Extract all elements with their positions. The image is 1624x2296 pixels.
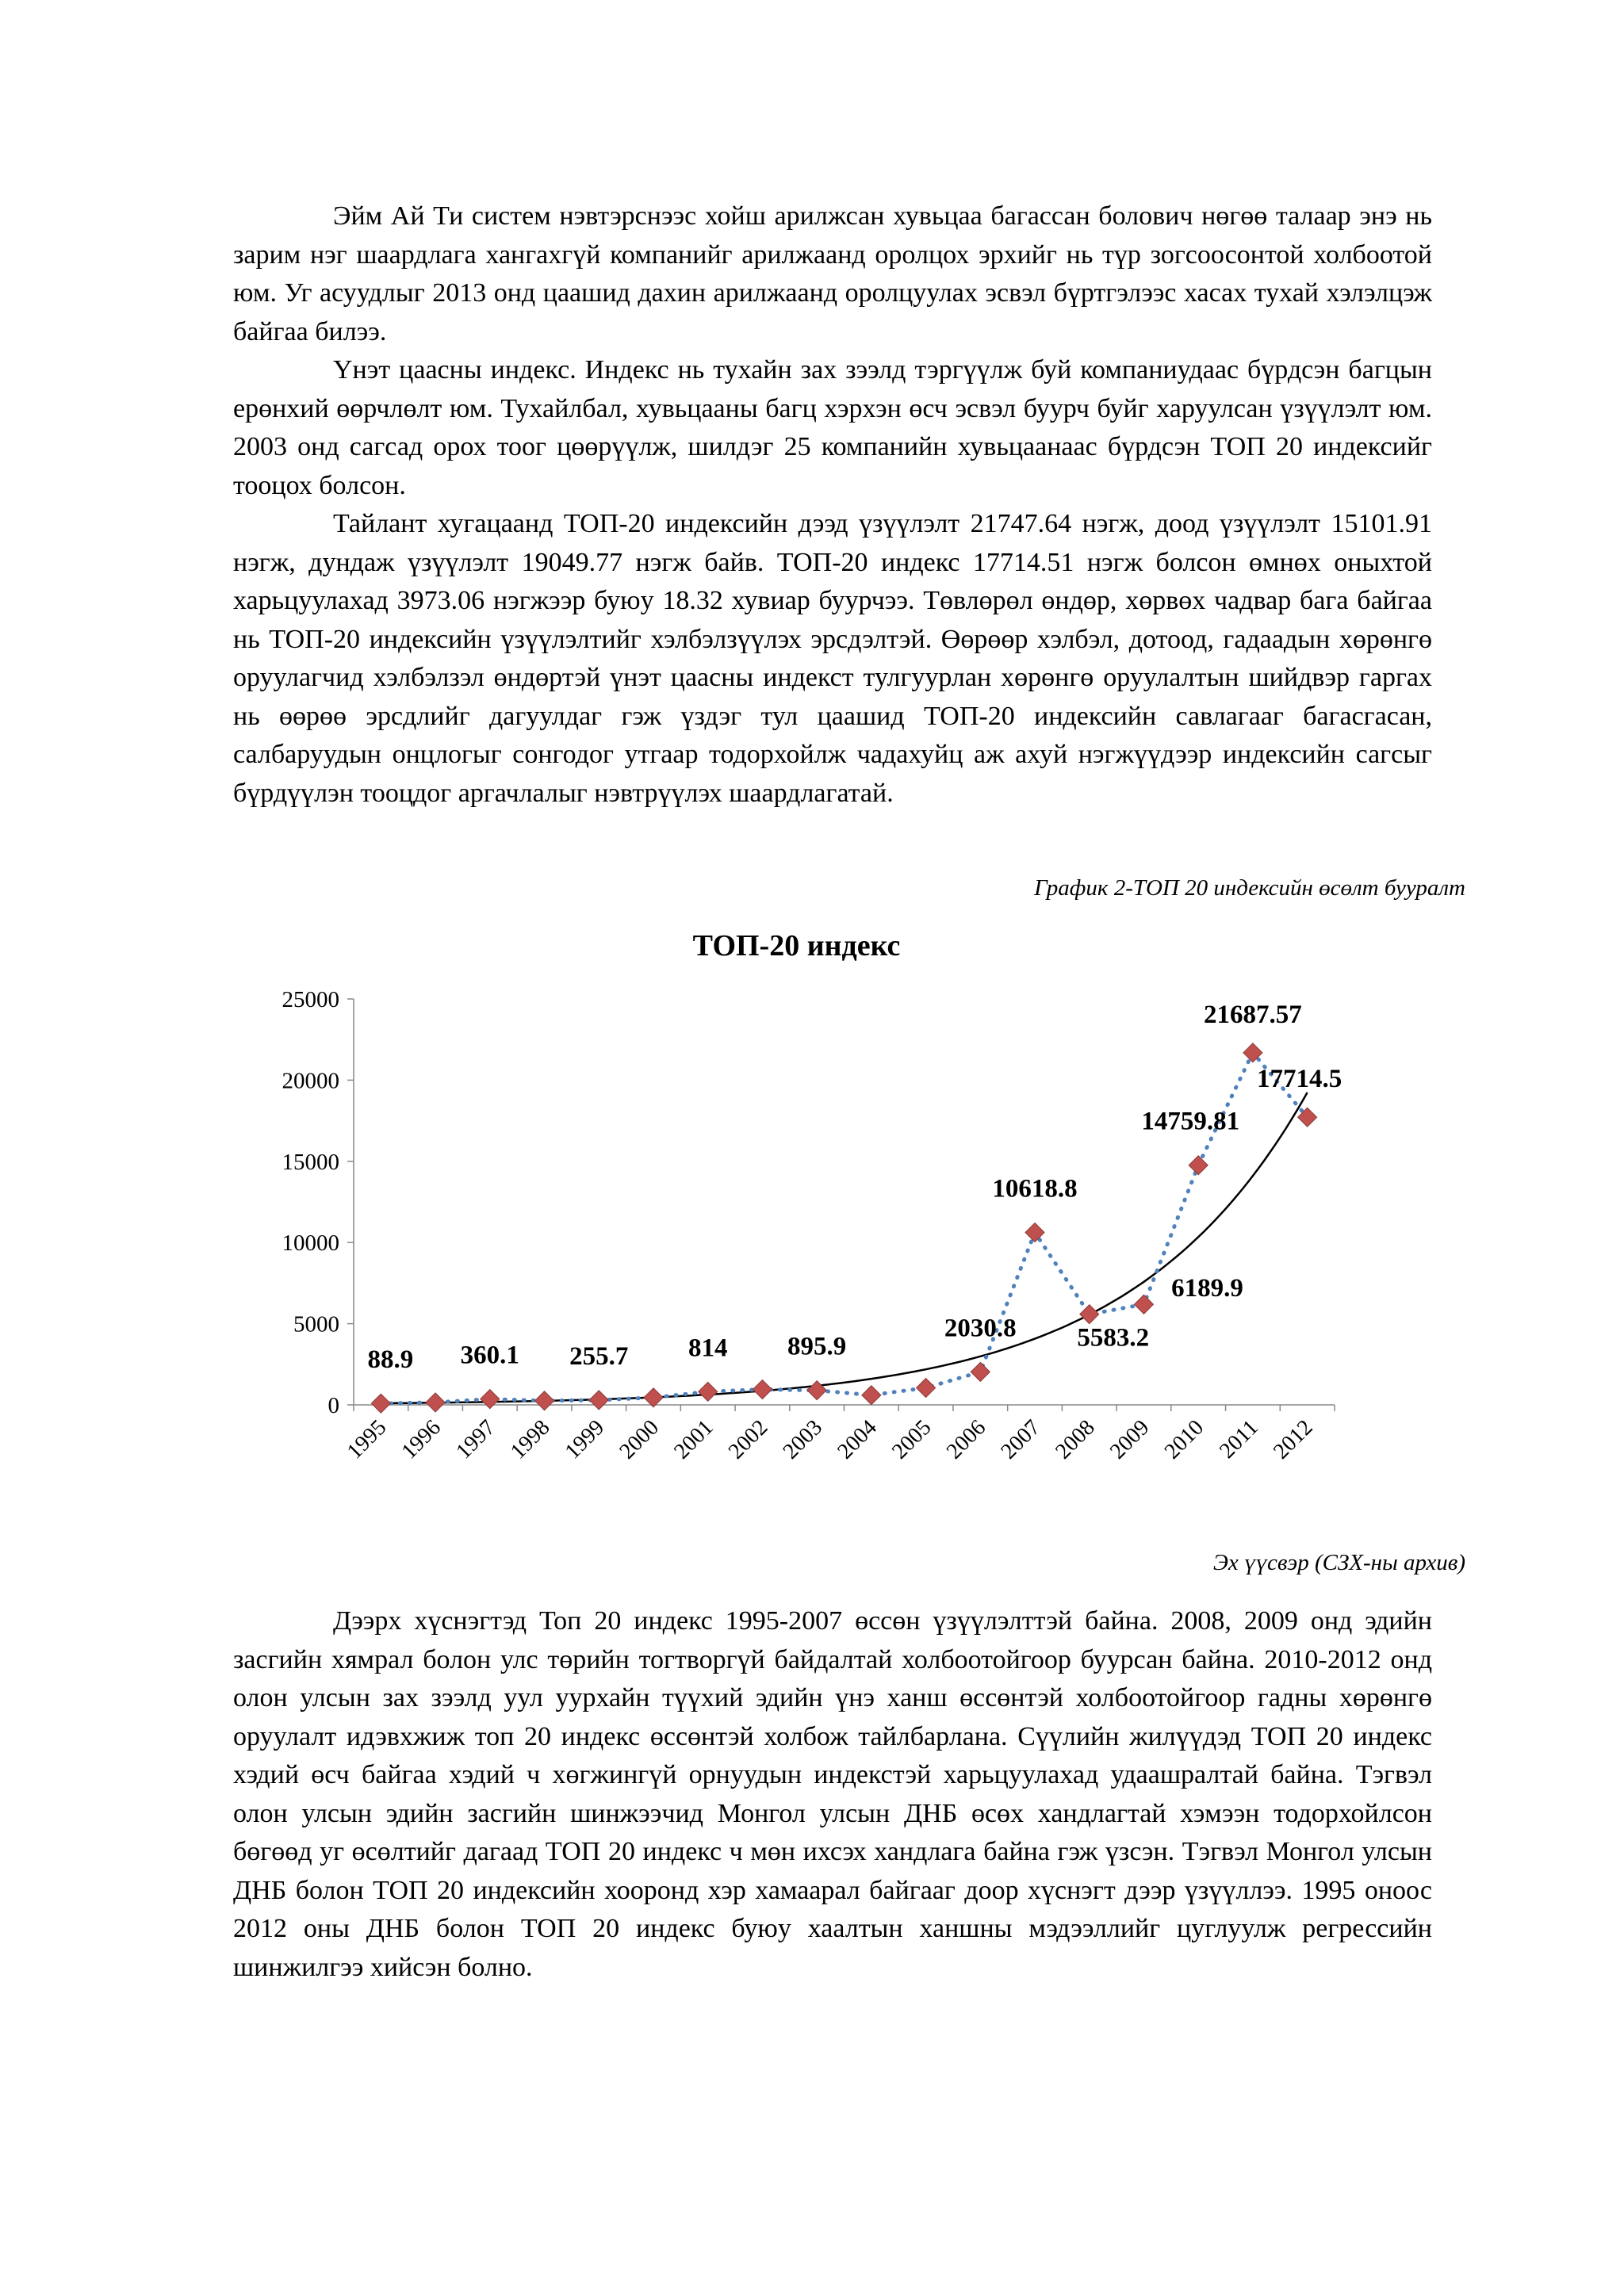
y-tick-label: 20000 (282, 1068, 339, 1094)
y-tick-label: 15000 (282, 1149, 339, 1175)
data-label: 10618.8 (992, 1174, 1078, 1203)
body-text-bottom (233, 1602, 1432, 1987)
data-label: 360.1 (460, 1341, 519, 1370)
data-label: 14759.81 (1141, 1107, 1240, 1136)
x-tick-label: 2005 (887, 1415, 936, 1464)
x-tick-label: 1995 (342, 1415, 392, 1464)
data-label: 5583.2 (1077, 1323, 1150, 1353)
data-label: 6189.9 (1171, 1274, 1243, 1303)
data-point (807, 1381, 826, 1400)
data-point (753, 1380, 772, 1399)
data-point (1189, 1156, 1208, 1175)
source-caption: Эх үүсвэр (СЗХ-ны архив) (1212, 1550, 1465, 1575)
x-tick-label: 2008 (1051, 1415, 1100, 1464)
x-tick-label: 2007 (996, 1415, 1045, 1464)
data-point (426, 1393, 445, 1412)
data-point (699, 1382, 718, 1401)
x-tick-label: 2009 (1105, 1415, 1155, 1464)
x-tick-label: 2002 (723, 1415, 773, 1464)
x-tick-label: 2001 (669, 1415, 718, 1464)
x-tick-label: 1998 (505, 1415, 555, 1464)
data-point (371, 1394, 390, 1413)
paragraph-1: Эйм Ай Ти систем нэвтэрснээс хойш арилжсан хувьцаа багассан болович нөгөө талаар энэ нь зарим нэг шаардлага хангахгүй компанийг арилжаанд оролцох эрхийг нь түр зогсоосонтой холбоотой юм. Уг асуудлыг 2013 онд цаашид дахин арилжаанд оролцуулах эсвэл бүртгэлээс хасах тухай хэлэлцэж байгаа билээ. (233, 201, 1432, 346)
y-tick-label: 0 (327, 1393, 339, 1418)
paragraph-3: Тайлант хугацаанд ТОП-20 индексийн дээд үзүүлэлт 21747.64 нэгж, доод үзүүлэлт 15101.91 нэгж, дундаж үзүүлэлт 19049.77 нэгж байв. ТОП-20 индекс 17714.51 нэгж болсон өмнөх оныхтой харьцуулахад 3973.06 нэгжээр буюу 18.32 хувиар буурчээ. Төвлөрөл өндөр, хөрвөх чадвар бага байгаа нь ТОП-20 индексийн үзүүлэлтийг хэлбэлзүүлэх эрсдэлтэй. Өөрөөр хэлбэл, дотоод, гадаадын хөрөнгө оруулагчид хэлбэлзэл өндөртэй үнэт цаасны индекст тулгуурлан хөрөнгө оруулалтын шийдвэр гаргах нь өөрөө эрсдлийг дагуулдаг гэж үздэг тул цаашид ТОП-20 индексийн савлагааг багасгасан, салбаруудын онцлогыг сонгодог утгаар тодорхойлж чадахуйц аж ахуй нэгжүүдээр индексийн сагсыг бүрдүүлэн тооцдог аргачлалыг нэвтрүүлэх шаардлагатай. (233, 509, 1432, 808)
x-tick-label: 2000 (615, 1415, 664, 1464)
x-tick-label: 1996 (396, 1415, 446, 1464)
y-tick-label: 25000 (282, 987, 339, 1012)
y-tick-label: 5000 (293, 1311, 339, 1337)
data-label: 255.7 (569, 1341, 629, 1371)
chart-title: ТОП-20 индекс (692, 929, 901, 962)
data-point (971, 1362, 990, 1381)
data-point (481, 1390, 500, 1409)
x-tick-label: 2006 (941, 1415, 991, 1464)
data-point (644, 1388, 663, 1407)
data-point (1134, 1295, 1153, 1314)
data-label: 21687.57 (1204, 1000, 1302, 1029)
data-point (535, 1391, 554, 1410)
data-point (917, 1378, 936, 1397)
data-point (589, 1391, 608, 1410)
data-label: 88.9 (367, 1345, 414, 1375)
paragraph-4: Дээрх хүснэгтэд Топ 20 индекс 1995-2007 өссөн үзүүлэлттэй байна. 2008, 2009 онд эдийн засгийн хямрал болон улс төрийн тогтворгүй байдалтай холбоотойгоор буурсан байна. 2010-2012 онд олон улсын зах зээлд уул уурхайн түүхий эдийн үнэ ханш өссөнтэй холбоотойгоор гадны хөрөнгө оруулалт идэвхжиж топ 20 индекс өссөнтэй холбож тайлбарлана. Сүүлийн жилүүдэд ТОП 20 индекс хэдий өсч байгаа хэдий ч хөгжингүй орнуудын индекстэй харьцуулахад удаашралтай байна. Тэгвэл олон улсын эдийн засгийн шинжээчид Монгол улсын ДНБ өсөх хандлагтай хэмээн тодорхойлсон бөгөөд уг өсөлтийг дагаад ТОП 20 индекс ч мөн ихсэх хандлага байна гэж үзсэн. Тэгвэл Монгол улсын ДНБ болон ТОП 20 индексийн хооронд хэр хамаарал байгааг доор хүснэгт дээр үзүүллээ. 1995 оноос 2012 оны ДНБ болон ТОП 20 индекс буюу хаалтын ханшны мэдээллийг цуглуулж регрессийн шинжилгээ хийсэн болно. (233, 1606, 1432, 1982)
x-tick-label: 2010 (1159, 1415, 1209, 1464)
data-point (862, 1386, 881, 1405)
y-tick-label: 10000 (282, 1230, 339, 1257)
x-tick-label: 2003 (778, 1415, 828, 1464)
data-label: 895.9 (787, 1332, 847, 1361)
x-tick-label: 2012 (1269, 1415, 1318, 1464)
x-tick-label: 1997 (451, 1415, 500, 1464)
data-label: 814 (688, 1334, 728, 1363)
data-label: 17714.5 (1257, 1065, 1342, 1094)
figure-caption: График 2-ТОП 20 индексийн өсөлт бууралт (1034, 875, 1465, 901)
paragraph-2: Үнэт цаасны индекс. Индекс нь тухайн зах зээлд тэргүүлж буй компаниудаас бүрдсэн багцын ерөнхий өөрчлөлт юм. Тухайлбал, хувьцааны багц хэрхэн өсч эсвэл буурч буйг харуулсан үзүүлэлт юм. 2003 онд сагсад орох тоог цөөрүүлж, шилдэг 25 компанийн хувьцаанаас бүрдсэн ТОП 20 индексийг тооцох болсон. (233, 355, 1432, 500)
x-tick-label: 2004 (833, 1415, 882, 1464)
x-tick-label: 1999 (560, 1415, 610, 1464)
data-label: 2030.8 (944, 1314, 1017, 1343)
data-point (1080, 1305, 1099, 1324)
x-tick-label: 2011 (1215, 1415, 1263, 1464)
